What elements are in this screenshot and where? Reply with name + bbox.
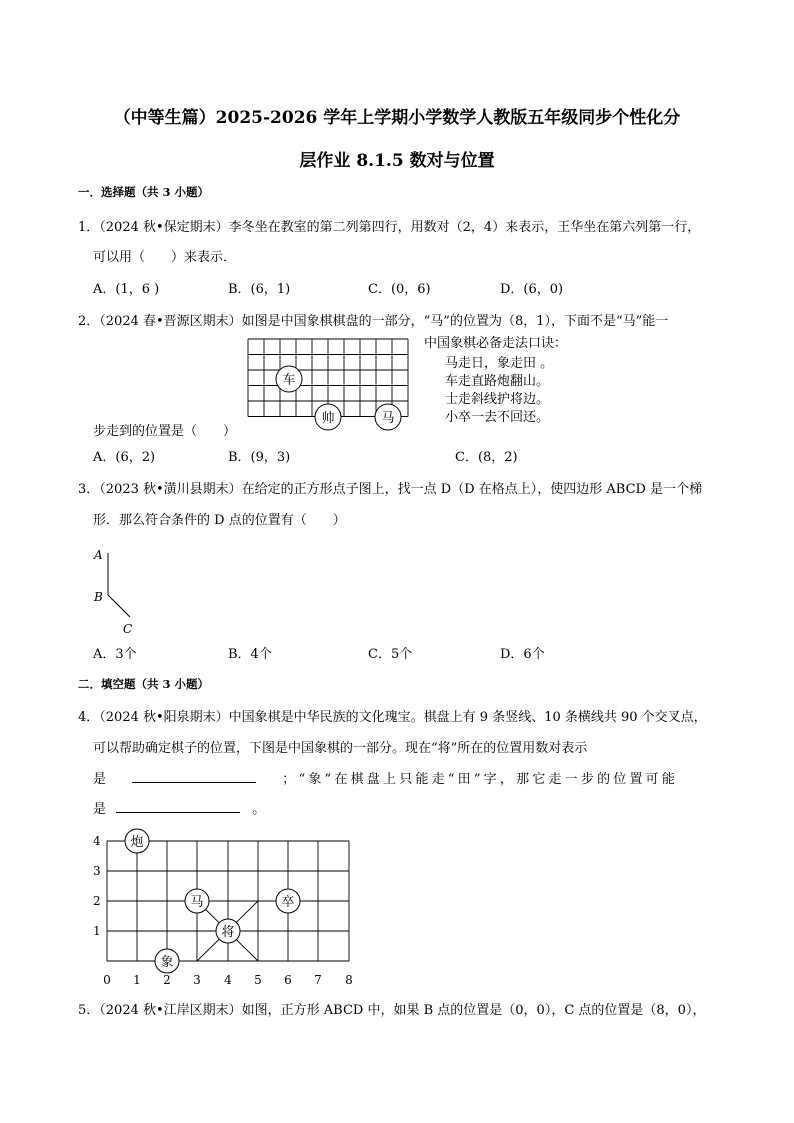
y-label-2: 2 [93, 894, 101, 908]
segment-bc [108, 595, 130, 617]
svg-text:马: 马 [190, 895, 204, 910]
q4-y-axis-labels [93, 834, 101, 938]
x-label-5: 5 [254, 973, 262, 987]
point-b-label: B [94, 590, 103, 604]
q5-text-line-1: 5．（2024 秋•江岸区期末）如图，正方形 ABCD 中，如果 B 点的位置是（0，0），C 点的位置是（8，0）， [78, 1003, 706, 1018]
point-c-label: C [123, 622, 133, 636]
piece-jiang [216, 919, 240, 943]
point-a-label: A [94, 548, 103, 562]
q2-poem-title: 中国象棋必备走法口诀： [424, 336, 568, 351]
x-label-4: 4 [224, 973, 232, 987]
q4-line-3-suffix: ；“象”在棋盘上只能走“田”字，那它走一步的位置可能 [282, 772, 679, 787]
section-heading-choice: 一．选择题（共 3 小题） [78, 185, 210, 199]
svg-text:帅: 帅 [321, 411, 335, 426]
q4-answer-blank-1[interactable] [132, 768, 256, 783]
svg-text:马: 马 [381, 411, 395, 426]
q1-option-c: C．(0，6) [368, 282, 431, 297]
q2-text-line-2: 步走到的位置是（ ） [93, 424, 237, 439]
q2-option-a: A．(6，2) [93, 450, 156, 465]
q1-text-line-2: 可以用（ ）来表示． [93, 250, 237, 265]
q4-text-line-4 [93, 798, 265, 817]
y-label-1: 1 [93, 924, 101, 938]
q2-text-line-1: 2．（2024 春•晋源区期末）如图是中国象棋棋盘的一部分，“马”的位置为（8，1），下面不是“马”能一 [78, 314, 669, 329]
svg-text:车: 车 [282, 373, 296, 388]
section-heading-fill: 二．填空题（共 3 小题） [78, 677, 210, 691]
q3-option-a: A．3个 [93, 647, 137, 662]
q3-text-line-1: 3．（2023 秋•潢川县期末）在给定的正方形点子图上，找一点 D（D 在格点上），使四边形 ABCD 是一个梯 [78, 482, 703, 497]
piece-ma [375, 404, 401, 430]
x-label-3: 3 [193, 973, 201, 987]
piece-zu [276, 889, 300, 913]
q2-poem-line-1: 马走日，象走田 。 [445, 356, 554, 371]
q2-poem-line-4: 小卒一去不回还。 [445, 410, 550, 425]
q4-text-line-1: 4．（2024 秋•阳泉期末）中国象棋是中华民族的文化瑰宝。棋盘上有 9 条竖线、10 条横线共 90 个交叉点， [78, 710, 707, 725]
piece-xiang [155, 949, 179, 973]
piece-shuai [315, 404, 341, 430]
document-title-line-2: 层作业 8.1.5 数对与位置 [299, 151, 495, 171]
piece-ma [185, 889, 209, 913]
y-label-4: 4 [93, 834, 101, 848]
q4-line-4-suffix: 。 [252, 802, 266, 817]
q3-point-figure [88, 545, 148, 637]
q2-option-b: B．(9，3) [228, 450, 291, 465]
svg-text:象: 象 [160, 955, 174, 970]
q1-option-d: D．(6，0) [500, 282, 564, 297]
x-label-1: 1 [133, 973, 141, 987]
q2-chess-board-figure [246, 337, 412, 433]
y-label-3: 3 [93, 864, 101, 878]
piece-che [276, 366, 302, 392]
q1-option-b: B．(6，1) [228, 282, 291, 297]
svg-text:卒: 卒 [281, 895, 295, 910]
q4-line-4-prefix: 是 [93, 802, 107, 817]
q4-line-3-prefix: 是 [93, 772, 107, 787]
x-label-0: 0 [103, 973, 111, 987]
svg-text:将: 将 [221, 925, 235, 940]
q4-text-line-2: 可以帮助确定棋子的位置，下图是中国象棋的一部分。现在“将”所在的位置用数对表示 [93, 741, 588, 756]
q3-text-line-2: 形．那么符合条件的 D 点的位置有（ ） [93, 513, 346, 528]
q4-x-axis-labels [103, 973, 353, 987]
q2-poem-line-2: 车走直路炮翻山。 [445, 374, 550, 389]
q3-option-d: D．6个 [500, 647, 545, 662]
q4-answer-blank-2[interactable] [116, 798, 240, 813]
q2-option-c: C．(8，2) [455, 450, 518, 465]
piece-pao [125, 829, 149, 853]
x-label-8: 8 [345, 973, 353, 987]
q4-text-line-3 [93, 768, 678, 787]
q4-chess-board-figure [90, 826, 360, 990]
q3-option-b: B．4个 [228, 647, 272, 662]
x-label-7: 7 [314, 973, 322, 987]
x-label-6: 6 [284, 973, 292, 987]
q3-option-c: C．5个 [368, 647, 413, 662]
q1-option-a: A．(1，6 ) [93, 282, 160, 297]
q1-text-line-1: 1．（2024 秋•保定期末）李冬坐在教室的第二列第四行，用数对（2，4）来表示，王华坐在第六列第一行， [78, 220, 701, 235]
svg-text:炮: 炮 [130, 835, 144, 850]
document-title-line-1: （中等生篇）2025-2026 学年上学期小学数学人教版五年级同步个性化分 [113, 108, 681, 128]
x-label-2: 2 [163, 973, 171, 987]
q2-poem-line-3: 士走斜线护将边。 [445, 392, 550, 407]
